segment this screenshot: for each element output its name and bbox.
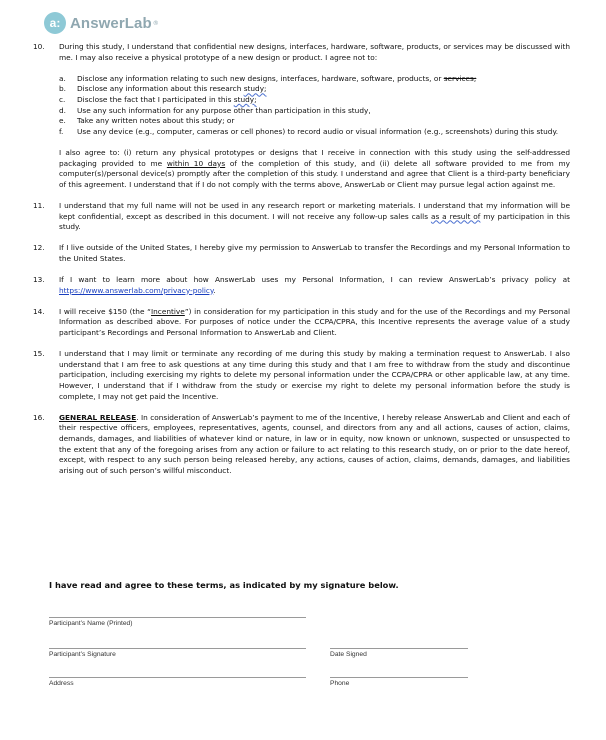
clause-10 <box>33 42 570 190</box>
clause-text-agreement: I also agree to: (i) return any physical prototypes or designs that I receive in connection with this study using the self-addressed packaging provided to me within 10 days of the completion of this study, and (ii) delete all software provided to me from my computer(s)/personal device(s) promptly after the completion of this study. I understand and agree that Client is a third-party beneficiary of this agreement. I understand that if I do not comply with the terms above, AnswerLab or Client may pursue legal action against me. <box>59 147 571 189</box>
logo-text: AnswerLab <box>70 14 152 32</box>
participant-name-field[interactable]: Participant’s Name (Printed) <box>49 617 306 627</box>
address-field[interactable]: Address <box>49 677 306 687</box>
clause-11: 11. I understand that my full name will not be used in any research report or marketing materials. I understand that my information will be kept confidential, except as described in this document. I will not receive any follow-up sales calls as a result of my participation in this study. <box>33 200 571 232</box>
logo-registered: ® <box>152 19 159 27</box>
subclause-b: b. Disclose any information about this research study; <box>59 84 267 94</box>
terms-document <box>33 42 570 476</box>
clause-14: 14. I will receive $150 (the “Incentive”) in consideration for my participation in this study and for the use of the Recordings and my Personal Information as described above. For purposes of notice under the CCPA/CPRA, this Incentive represents the average value of a study participant’s Recordings and Personal Information to AnswerLab and Client. <box>33 306 570 338</box>
answerlab-logo <box>44 11 159 35</box>
general-release-heading: GENERAL RELEASE <box>59 412 137 422</box>
clause-16: 16. GENERAL RELEASE. In consideration of AnswerLab’s payment to me of the Incentive, I hereby release AnswerLab and Client and each of their respective officers, employees, representatives, agents, counsel, and directors from any and all actions, causes of action, claims, demands, damages, and liabilities of whatever kind or nature, in law or in equity, now known or unknown, suspected or unsuspected to the extent that any of the foregoing arises from any action or failure to act relating to this research study, on or prior to the date hereof, except, with respect to any such person being released hereby, any actions, causes of action, claims, demands, damages, and liabilities arising out of such person’s willful misconduct. <box>33 412 570 475</box>
clause-12: 12. If I live outside of the United States, I hereby give my permission to AnswerLab to transfer the Recordings and my Personal Information to the United States. <box>33 243 570 263</box>
phone-field[interactable]: Phone <box>330 677 468 687</box>
privacy-policy-link[interactable]: https://www.answerlab.com/privacy-policy <box>59 285 214 295</box>
subclause-e: e. Take any written notes about this study; or <box>59 116 235 126</box>
date-signed-field[interactable]: Date Signed <box>330 648 468 658</box>
clause-text: During this study, I understand that confidential new designs, interfaces, hardware, software, products, or services may be discussed with me. I may also receive a physical prototype of a new design or product. I agree not to: <box>59 42 570 62</box>
acknowledgement-statement: I have read and agree to these terms, as indicated by my signature below. <box>49 580 399 590</box>
clause-13: 13. If I want to learn more about how AnswerLab uses my Personal Information, I can review AnswerLab’s privacy policy at https://www.answerlab.com/privacy-policy. <box>33 275 570 295</box>
subclause-f: f. Use any device (e.g., computer, cameras or cell phones) to record audio or visual information (e.g., screenshots) during this study. <box>59 126 559 136</box>
subclause-c: c. Disclose the fact that I participated in this study; <box>59 94 257 104</box>
participant-signature-field[interactable]: Participant’s Signature <box>49 648 306 658</box>
clause-15: 15. I understand that I may limit or terminate any recording of me during this study by making a termination request to AnswerLab. I also understand that I am free to ask questions at any time during this study and that I am free to withdraw from the study and discontinue participation, including exercising my rights to delete my personal information under the CCPA/CPRA or other applicable law, at any time. However, I understand that if I withdraw from the study or exercise my right to delete my personal information before the study is complete, I may not get paid the Incentive. <box>33 349 570 401</box>
clause-number: 10. <box>33 42 45 51</box>
subclause-a: a. Disclose any information relating to such new designs, interfaces, hardware, software, products, or services; <box>59 73 477 83</box>
subclause-d: d. Use any such information for any purpose other than participation in this study, <box>59 105 371 115</box>
logo-mark-icon: a: <box>44 12 66 34</box>
